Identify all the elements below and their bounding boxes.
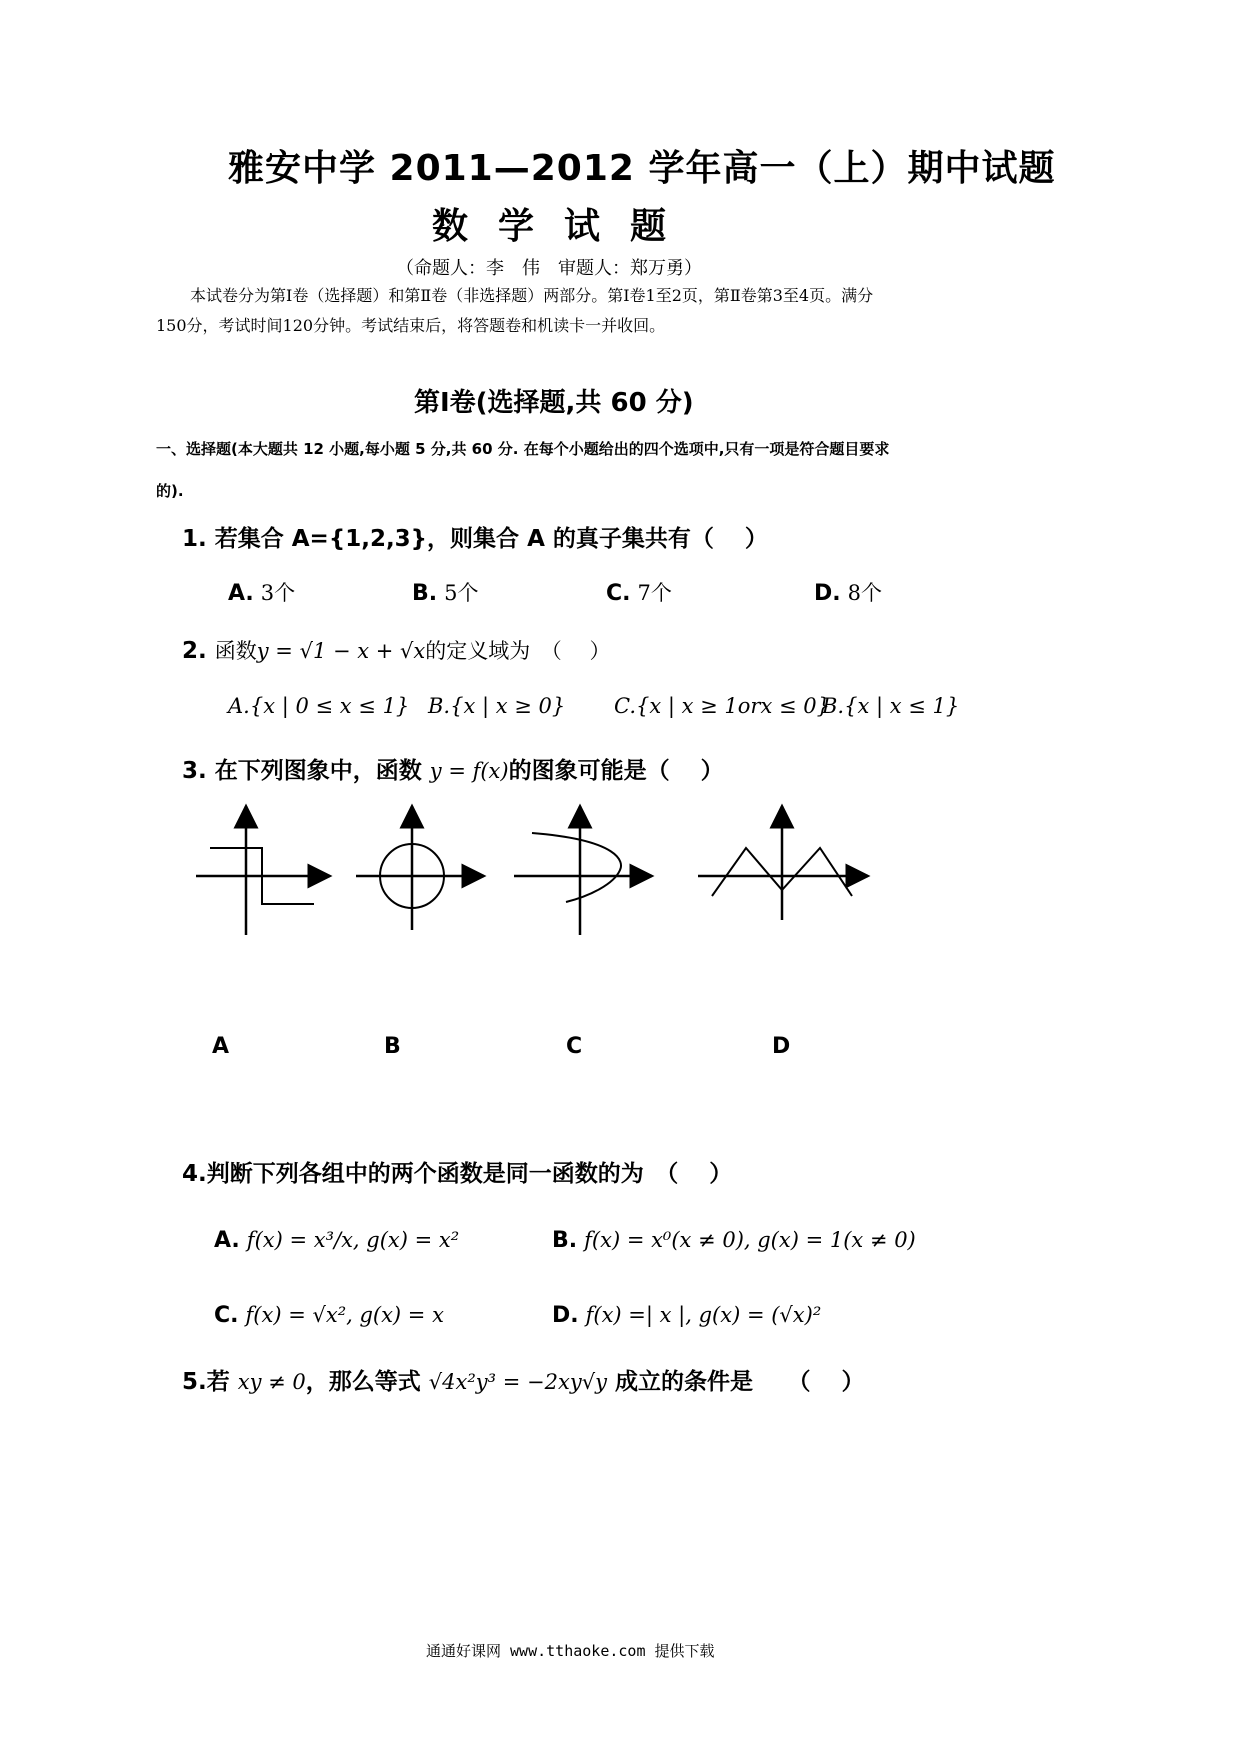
intro-line-1: 本试卷分为第Ⅰ卷（选择题）和第Ⅱ卷（非选择题）两部分。第Ⅰ卷1至2页，第Ⅱ卷第3至4页。满分 — [190, 286, 874, 305]
intro-line-2: 150分，考试时间120分钟。考试结束后，将答题卷和机读卡一并收回。 — [156, 316, 666, 335]
graph-d — [690, 800, 880, 940]
q1-option-d-label: D. — [814, 581, 841, 606]
q1-option-b-label: B. — [412, 581, 438, 606]
q1-option-c — [606, 577, 672, 607]
q4-option-a-label: A. — [214, 1228, 240, 1253]
q4-option-b-text: f(x) = x⁰(x ≠ 0), g(x) = 1(x ≠ 0) — [584, 1228, 916, 1252]
q5-equation: √4x²y³ = −2xy√y — [428, 1370, 607, 1394]
q4-option-a — [214, 1228, 459, 1253]
q1-option-c-label: C. — [606, 581, 631, 606]
q4-option-b-label: B. — [552, 1228, 578, 1253]
q5-mid: ，那么等式 — [305, 1369, 421, 1395]
graph-label-b: B — [384, 1034, 401, 1059]
q4-option-c — [214, 1303, 444, 1328]
graph-label-a: A — [212, 1034, 230, 1059]
q4-option-b — [552, 1228, 916, 1253]
question-3-stem — [182, 752, 724, 785]
q2-function: y = √1 − x + √x — [256, 639, 426, 663]
authors-line: （命题人：李 伟 审题人：郑万勇） — [396, 258, 702, 279]
q2-option-c: C.{x | x ≥ 1orx ≤ 0} — [614, 694, 830, 718]
q4-option-d-text: f(x) =| x |, g(x) = (√x)² — [585, 1303, 822, 1327]
section-instructions-2: 的). — [156, 482, 184, 500]
section-instructions-1: 一、选择题(本大题共 12 小题,每小题 5 分,共 60 分. 在每个小题给出的四个选项中,只有一项是符合题目要求 — [156, 440, 890, 458]
graph-label-d: D — [772, 1034, 791, 1059]
q1-option-c-text: 7个 — [637, 581, 672, 605]
q2-post: 的定义域为 （ ） — [425, 639, 611, 663]
question-1-stem: 1. 若集合 A={1,2,3}，则集合 A 的真子集共有（ ） — [182, 526, 768, 552]
q3-number: 3. — [182, 758, 207, 784]
q5-post: 成立的条件是 （ ） — [614, 1369, 865, 1395]
q2-number: 2. — [182, 638, 207, 664]
graph-c-curve — [532, 833, 621, 902]
footer-credit: 通通好课网 www.tthaoke.com 提供下载 — [426, 1642, 715, 1660]
graph-c — [510, 800, 660, 940]
q2-pre: 函数 — [214, 639, 257, 663]
q4-option-d-label: D. — [552, 1303, 579, 1328]
q5-number: 5.若 — [182, 1369, 230, 1395]
q1-option-a — [228, 577, 295, 607]
q2-option-b: B.{x | x ≥ 0} — [428, 694, 566, 718]
question-4-stem: 4.判断下列各组中的两个函数是同一函数的为 （ ） — [182, 1161, 733, 1187]
question-5-stem — [182, 1363, 864, 1396]
q2-option-a: A.{x | 0 ≤ x ≤ 1} — [228, 694, 410, 718]
q1-option-d-text: 8个 — [847, 581, 882, 605]
graph-label-c: C — [566, 1034, 583, 1059]
question-2-stem — [182, 635, 610, 665]
q2-option-d: B.{x | x ≤ 1} — [822, 694, 960, 718]
q3-post: 的图象可能是（ ） — [508, 758, 724, 784]
graph-a — [190, 800, 340, 940]
q4-option-c-text: f(x) = √x², g(x) = x — [245, 1303, 444, 1327]
q1-option-b-text: 5个 — [444, 581, 479, 605]
exam-subtitle: 数学试题 — [432, 206, 697, 247]
q5-condition: xy ≠ 0 — [237, 1370, 306, 1394]
q4-option-a-text: f(x) = x³/x, g(x) = x² — [246, 1228, 460, 1252]
q4-option-c-label: C. — [214, 1303, 239, 1328]
q1-option-a-text: 3个 — [260, 581, 296, 605]
q3-pre: 在下列图象中，函数 — [214, 758, 422, 784]
q4-option-d — [552, 1303, 821, 1328]
q1-option-d — [814, 577, 882, 607]
exam-title: 雅安中学 2011—2012 学年高一（上）期中试题 — [228, 148, 1056, 189]
graph-b — [350, 800, 500, 940]
part1-title: 第Ⅰ卷(选择题,共 60 分) — [414, 388, 694, 418]
q3-function: y = f(x) — [429, 759, 509, 783]
q1-option-b — [412, 577, 479, 607]
q1-option-a-label: A. — [228, 581, 254, 606]
